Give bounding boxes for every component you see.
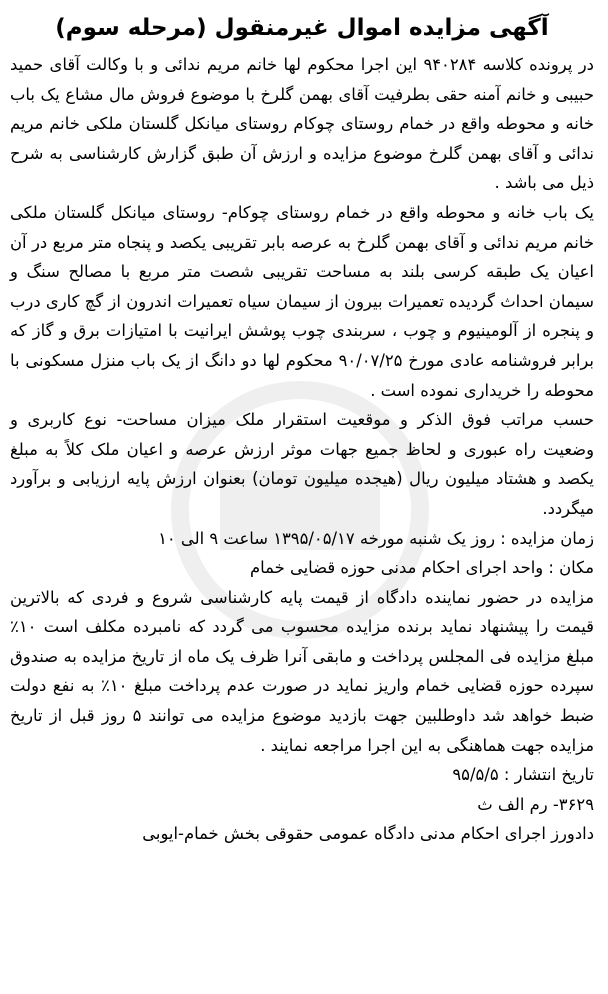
property-description-paragraph: یک باب خانه و محوطه واقع در خمام روستای چوکام- روستای میانکل گلستان ملکی خانم مریم ندائی و آقای بهمن گلرخ به عرصه بابر تقریبی یکصد و پنجاه متر مربع در آن اعیان یک طبقه کرسی بلند به مساحت تقریبی شصت متر مربع با مصالح سنگ و سیمان احداث گردیده تعمیرات بیرون از سیمان سیاه تعمیرات اندرون از گچ کاری درب و پنجره از آلومینیوم و چوب ، سربندی چوب پوشش ایرانیت با امتیازات برق و گاز که برابر فروشنامه عادی مورخ ۹۰/۰۷/۲۵ محکوم لها دو دانگ از یک باب منزل مسکونی با محوطه را خریداری نموده است . xyxy=(10,202,594,400)
auction-place: مکان : واحد اجرای احکام مدنی حوزه قضایی خمام xyxy=(250,558,594,578)
signature-line: دادورز اجرای احکام مدنی دادگاه عمومی حقوقی بخش خمام-ایوبی xyxy=(142,824,594,844)
publish-date: تاریخ انتشار : ۹۵/۵/۵ xyxy=(452,765,594,785)
notice-title: آگهی مزایده اموال غیرمنقول (مرحله سوم) xyxy=(55,15,549,41)
valuation-paragraph: حسب مراتب فوق الذکر و موقعیت استقرار ملک میزان مساحت- نوع کاربری و وضعیت راه عبوری و لحاظ جمیع جهات موثر ارزش عرصه و اعیان ملک کلاً به مبلغ یکصد و هشتاد میلیون ریال (هیجده میلیون تومان) بعنوان ارزش پایه ارزیابی و برآورد میگردد. xyxy=(10,410,594,518)
case-intro-paragraph: در پرونده کلاسه ۹۴۰۲۸۴ این اجرا محکوم لها خانم مریم ندائی و با وکالت آقای حمید حبیبی و خانم آمنه حقی بطرفیت آقای بهمن گلرخ با موضوع فروش مال مشاع یک باب خانه و محوطه واقع در خمام روستای چوکام روستای میانکل گلستان ملکی خانم مریم ندائی و آقای بهمن گلرخ موضوع مزایده و ارزش آن طبق گزارش کارشناسی به شرح ذیل می باشد . xyxy=(10,55,594,193)
auction-time: زمان مزایده : روز یک شنبه مورخه ۱۳۹۵/۰۵/۱۷ ساعت ۹ الی ۱۰ xyxy=(158,528,594,548)
reference-number: ۳۶۲۹- رم الف ث xyxy=(477,794,594,814)
auction-conditions-paragraph: مزایده در حضور نماینده دادگاه از قیمت پایه کارشناسی شروع و فردی که بالاترین قیمت را پیشنهاد نماید برنده مزایده محسوب می گردد که نامبرده مکلف است ۱۰٪ مبلغ مزایده فی المجلس پرداخت و مابقی آنرا ظرف یک ماه از تاریخ مزایده به صندوق سپرده حوزه قضایی خمام واریز نماید در صورت عدم پرداخت مبلغ ۱۰٪ به نفع دولت ضبط خواهد شد داوطلبین جهت بازدید موضوع مزایده می توانند ۵ روز قبل از تاریخ مزایده جهت هماهنگی به این اجرا مراجعه نمایند . xyxy=(10,587,595,755)
